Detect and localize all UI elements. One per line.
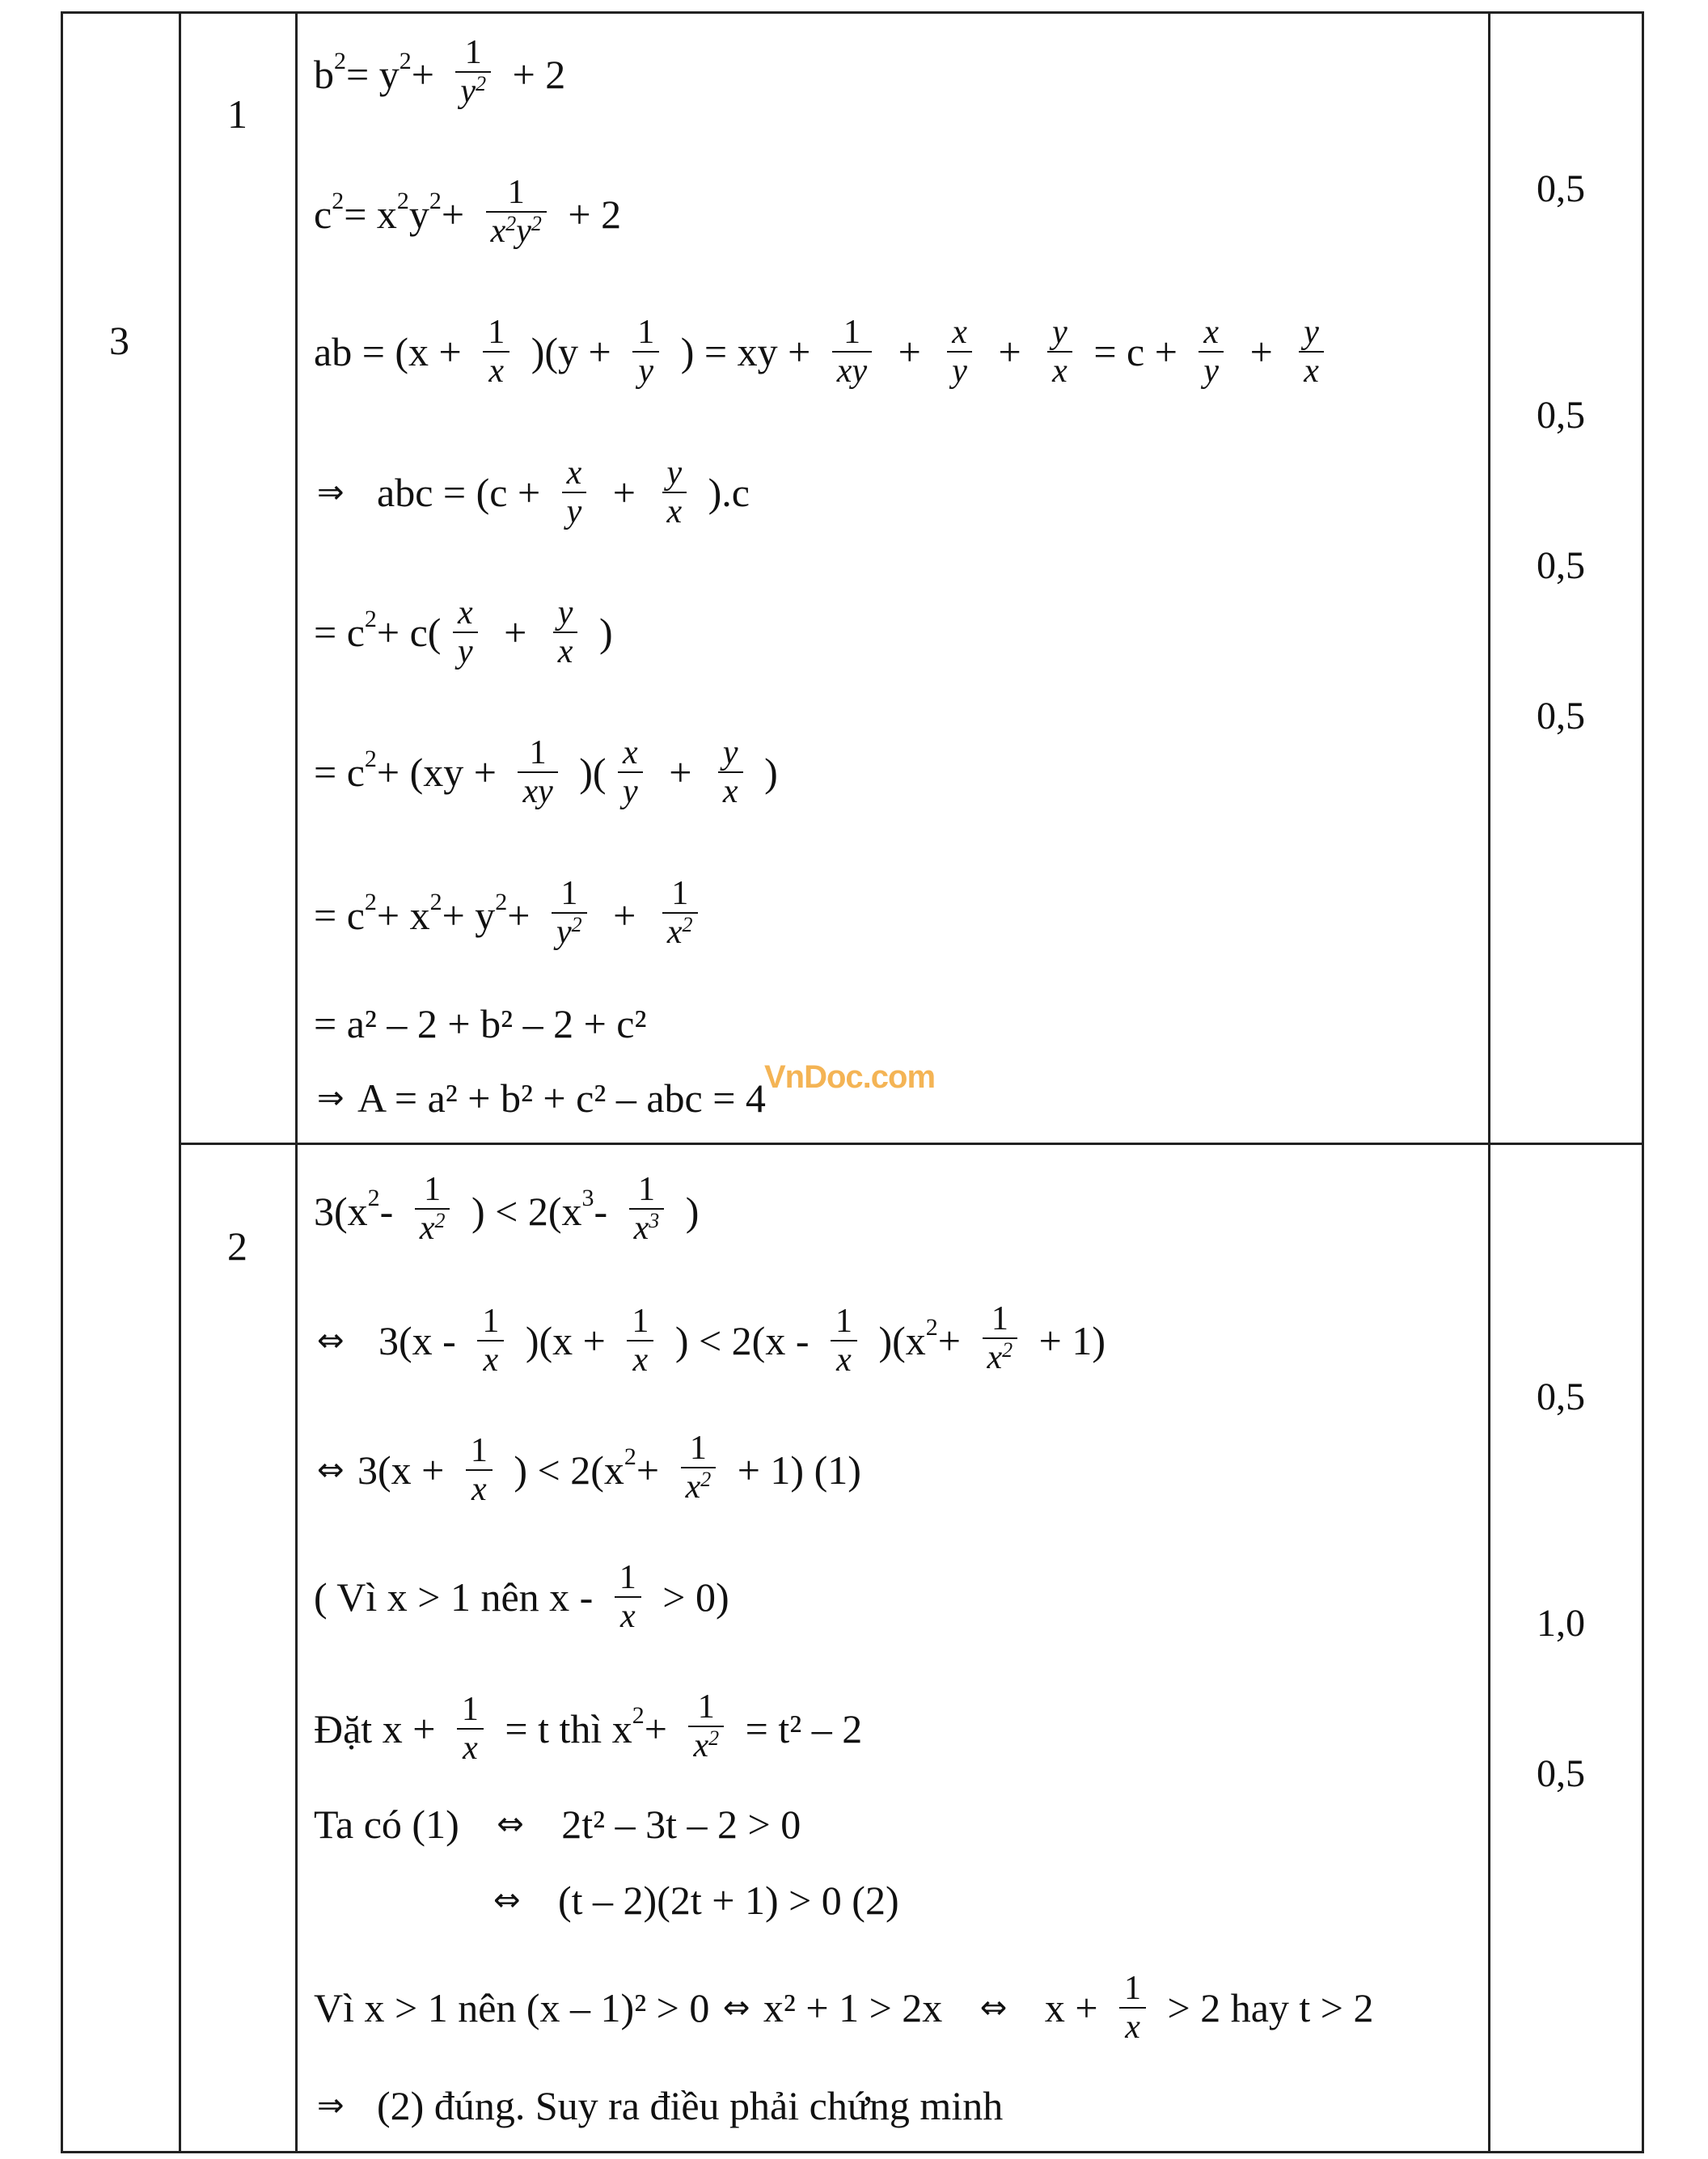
score-1-1: 0,5 [1537,167,1585,210]
score-2-3: 0,5 [1537,1752,1585,1795]
eq-line-reduced: ⇔ 3(x + $\frac{1}{x}$ ) < $2(x^2+$ $\frac{1}{x^2}$ + 1) (1) [314,1430,861,1510]
eq-line-abc: ⇒ abc = (c + $\frac{x}{y}$ + $\frac{y}{x}$ ).c [317,454,750,530]
score-1-3: 0,5 [1537,544,1585,587]
fraction: $\frac{1}{y^2}$ [455,34,491,114]
score-2-2: 1,0 [1537,1602,1585,1645]
equivalent-arrow: ⇔ [497,1805,524,1843]
score-2-1: 0,5 [1537,1375,1585,1418]
implies-arrow: ⇒ [317,474,345,511]
eq-line-substitution: Đặt x + $\frac{1}{x}$ = t thì $x^2+$ $\frac{1}{x^2}$ = t² – 2 [314,1688,862,1768]
equivalent-arrow: ⇔ [493,1881,521,1919]
eq-line-step-8: = a² – 2 + b² – 2 + c² [314,1000,647,1046]
question-number: 3 [109,318,129,363]
col-divider-2 [295,11,298,2153]
eq-line-factor-t: ⇔ (t – 2)(2t + 1) > 0 (2) [493,1877,899,1923]
eq-line-result-A: ⇒ A = a² + b² + c² – abc = 4 [317,1075,766,1121]
eq-line-ta-co: Ta có (1) ⇔ 2t² – 3t – 2 > 0 [314,1801,801,1847]
col-divider-3 [1488,11,1490,2153]
table-left-border [61,11,63,2153]
equivalent-arrow: ⇔ [317,1451,345,1489]
eq-line-factored: ⇔ 3(x - $\frac{1}{x}$ )(x + $\frac{1}{x}$ ) < 2(x - $\frac{1}{x}$ )($x^2+$ $\frac{1}{x^2}$ + 1) [314,1300,1106,1380]
implies-arrow: ⇒ [317,1079,345,1117]
col-divider-1 [179,11,181,2153]
fraction: $\frac{1}{x^2y^2}$ [486,174,547,254]
table-bottom-border [61,2151,1644,2153]
eq-line-since: Vì x > 1 nên (x – 1)² > 0 ⇔ x² + 1 > 2x ⇔ x + $\frac{1}{x}$ > 2 hay t > 2 [314,1970,1374,2046]
table-top-border [61,11,1644,14]
eq-line-inequality: $3(x^2-$ $\frac{1}{x^2}$ ) < $2(x^3-$ $\frac{1}{x^3}$ ) [314,1171,699,1251]
eq-line-step-6: = $c^2+ (xy$ + $\frac{1}{xy}$ )( $\frac{x}{y}$ + $\frac{y}{x}$ ) [314,734,778,810]
eq-line-because: ( Vì x > 1 nên x - $\frac{1}{x}$ > 0) [314,1559,729,1635]
equivalent-arrow: ⇔ [722,1989,750,2026]
eq-line-conclusion: ⇒ (2) đúng. Suy ra điều phải chứng minh [317,2082,1004,2128]
eq-line-step-7: = $c^2+ x^2+ y^2+$ $\frac{1}{y^2}$ + $\frac{1}{x^2}$ [314,875,709,955]
watermark-logo: VnDoc.com [764,1059,936,1095]
table-right-border [1642,11,1644,2153]
eq-line-c-squared: $c^2= x^2y^2+$ $\frac{1}{x^2y^2}$ + 2 [314,174,621,254]
part-1-label: 1 [227,91,247,137]
equivalent-arrow: ⇔ [317,1321,345,1359]
score-1-2: 0,5 [1537,394,1585,437]
eq-line-step-5: = $c^2+ c$( $\frac{x}{y}$ + $\frac{y}{x}$ ) [314,594,613,670]
eq-line-ab: ab = (x + $\frac{1}{x}$ )(y + $\frac{1}{y}$ ) = xy + $\frac{1}{xy}$ + $\frac{x}{y}$ + $\frac{y}{x}$ = c + $\frac{x}{y}$ + $\frac{y}{x}$ [314,314,1335,390]
part-2-label: 2 [227,1223,247,1269]
row-divider [179,1143,1644,1145]
eq-line-b-squared: $b^2= y^2+$ $\frac{1}{y^2}$ + 2 [314,34,565,114]
score-1-4: 0,5 [1537,695,1585,737]
implies-arrow: ⇒ [317,2086,345,2124]
equivalent-arrow: ⇔ [979,1989,1008,2026]
